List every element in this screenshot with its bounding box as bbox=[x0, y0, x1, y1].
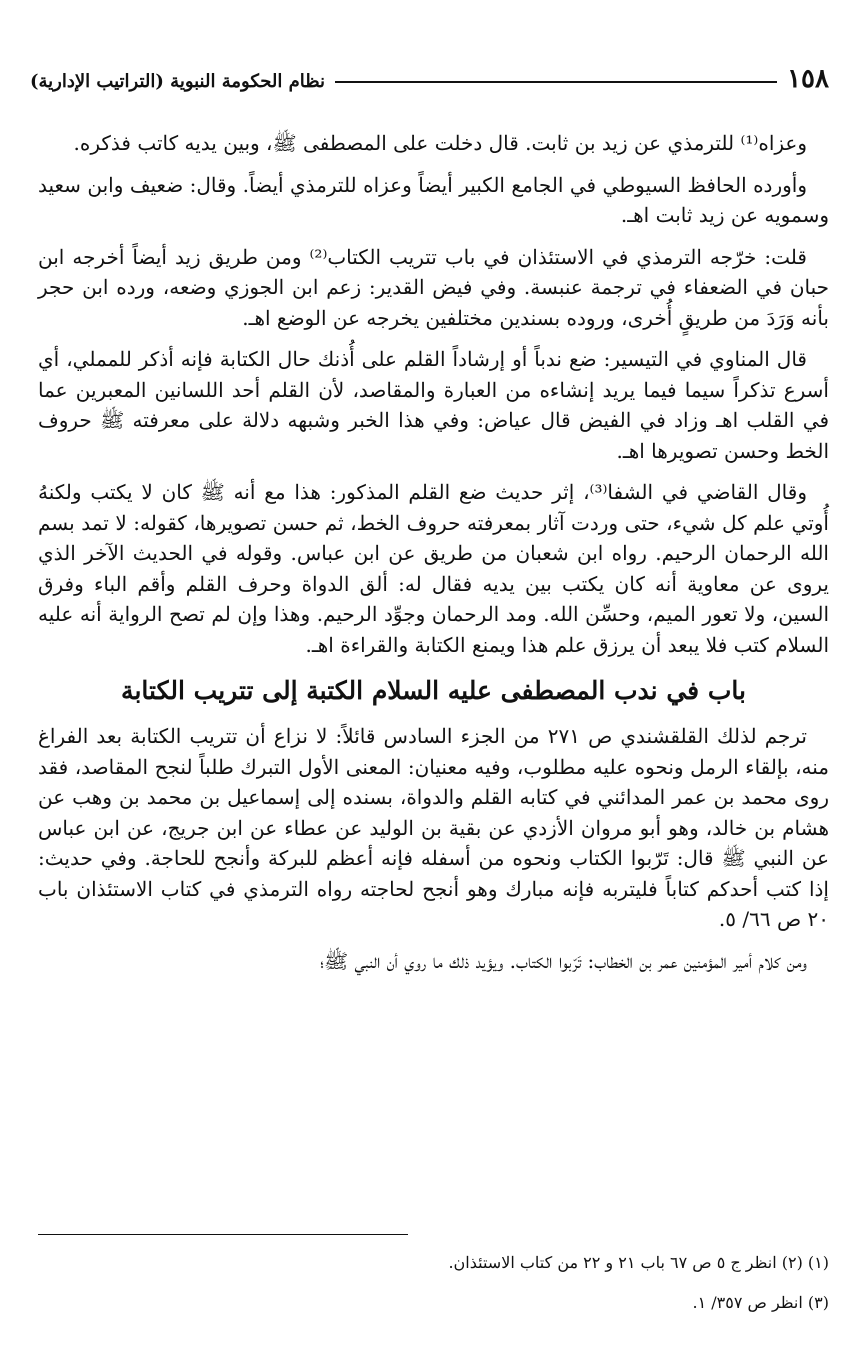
header-rule bbox=[335, 81, 777, 83]
paragraph: وقال القاضي في الشفا⁽³⁾، إثر حديث ضع القلم المذكور: هذا مع أنه ﷺ كان لا يكتب ولكنهُ أُوتي علم كل شيء، حتى وردت آثار بمعرفته حروف الخط، ثم حسن تصويرها، كقوله: لا تمد بسم الله الرحمان الرحيم. رواه ابن شعبان من طريق عن ابن عباس. وقوله في الحديث الآخر الذي يروى عن معاوية أنه كان يكتب بين يديه فقال له: ألق الدواة وحرف القلم وأقم الباء وفرق السين، ولا تعور الميم، وحسِّن الله. ومد الرحمان وجوِّد الرحيم. وهذا وإن لم تصح الرواية أنه عليه السلام كتب فلا يبعد أن يرزق علم هذا ويمنع الكتابة والقراءة اهـ. bbox=[38, 480, 829, 657]
footnote: (٣) انظر ص ٣٥٧/ ١. bbox=[692, 1293, 829, 1312]
paragraph: قلت: خرّجه الترمذي في الاستئذان في باب تتريب الكتاب⁽²⁾ ومن طريق زيد أيضاً أخرجه ابن حبان في الضعفاء في ترجمة عنبسة. وفي فيض القدير: زعم ابن الجوزي وضعه، ورده ابن حجر بأنه وَرَدَ من طريقٍ أُخرى، وروده بسندين مختلفين يخرجه عن الوضع اهـ. bbox=[38, 244, 829, 330]
footnote-separator bbox=[38, 1234, 408, 1235]
running-title: نظام الحكومة النبوية (التراتيب الإدارية) bbox=[30, 71, 326, 92]
footnotes bbox=[38, 1250, 829, 1330]
footnote: (١) (٢) انظر ج ٥ ص ٦٧ باب ٢١ و ٢٢ من كتاب الاستئذان. bbox=[448, 1253, 829, 1272]
paragraph: قال المناوي في التيسير: ضع ندباً أو إرشاداً القلم على أُذنك حال الكتابة فإنه أذكر للمملي، أي أسرع تذكراً سيما فيما يريد إنشاءه من العبارة والمقاصد، لأن القلم أحد اللسانين المعبرين عما في القلب اهـ وزاد في الفيض قال عياض: وفي هذا الخبر وشبهه دلالة على معرفته ﷺ حروف الخط وحسن تصويرها اهـ. bbox=[38, 347, 829, 463]
page-number: ١٥٨ bbox=[787, 64, 829, 94]
paragraph: وعزاه⁽¹⁾ للترمذي عن زيد بن ثابت. قال دخلت على المصطفى ﷺ، وبين يديه كاتب فذكره. bbox=[73, 131, 807, 155]
paragraph: ومن كلام أمير المؤمنين عمر بن الخطاب: تَرّبوا الكتاب. ويؤيد ذلك ما روي أن النبي ﷺ؛ bbox=[319, 948, 807, 973]
section-heading: باب في ندب المصطفى عليه السلام الكتبة إلى تتريب الكتابة bbox=[121, 676, 746, 705]
paragraph: ترجم لذلك القلقشندي ص ٢٧١ من الجزء السادس قائلاً: لا نزاع أن تتريب الكتابة بعد الفراغ منه، بإلقاء الرمل ونحوه عليه مطلوب، وفيه معنيان: المعنى الأول التبرك طلباً لنجح المقاصد، فقد روى محمد بن عمر المدائني في كتابه القلم والدواة، بسنده إلى إسماعيل بن محمد بن وهب عن هشام بن خالد، وهو أبو مروان الأزدي عن بقية بن الوليد عن عطاء عن ابن جريج، عن ابن عباس عن النبي ﷺ قال: تَرّبوا الكتاب ونحوه من أسفله فإنه أعظم للبركة وأنجح للحاجة. وفي حديث: إذا كتب أحدكم كتاباً فليتربه فإنه مبارك وهو أنجح لحاجته رواه الترمذي في كتاب الاستئذان باب ٢٠ ص ٦٦/ ٥. bbox=[38, 724, 829, 931]
main-text bbox=[38, 128, 829, 987]
paragraph: وأورده الحافظ السيوطي في الجامع الكبير أيضاً وعزاه للترمذي أيضاً. وقال: ضعيف وابن سعيد وسمويه عن زيد ثابت اهـ. bbox=[38, 172, 829, 227]
page-header bbox=[30, 52, 829, 92]
